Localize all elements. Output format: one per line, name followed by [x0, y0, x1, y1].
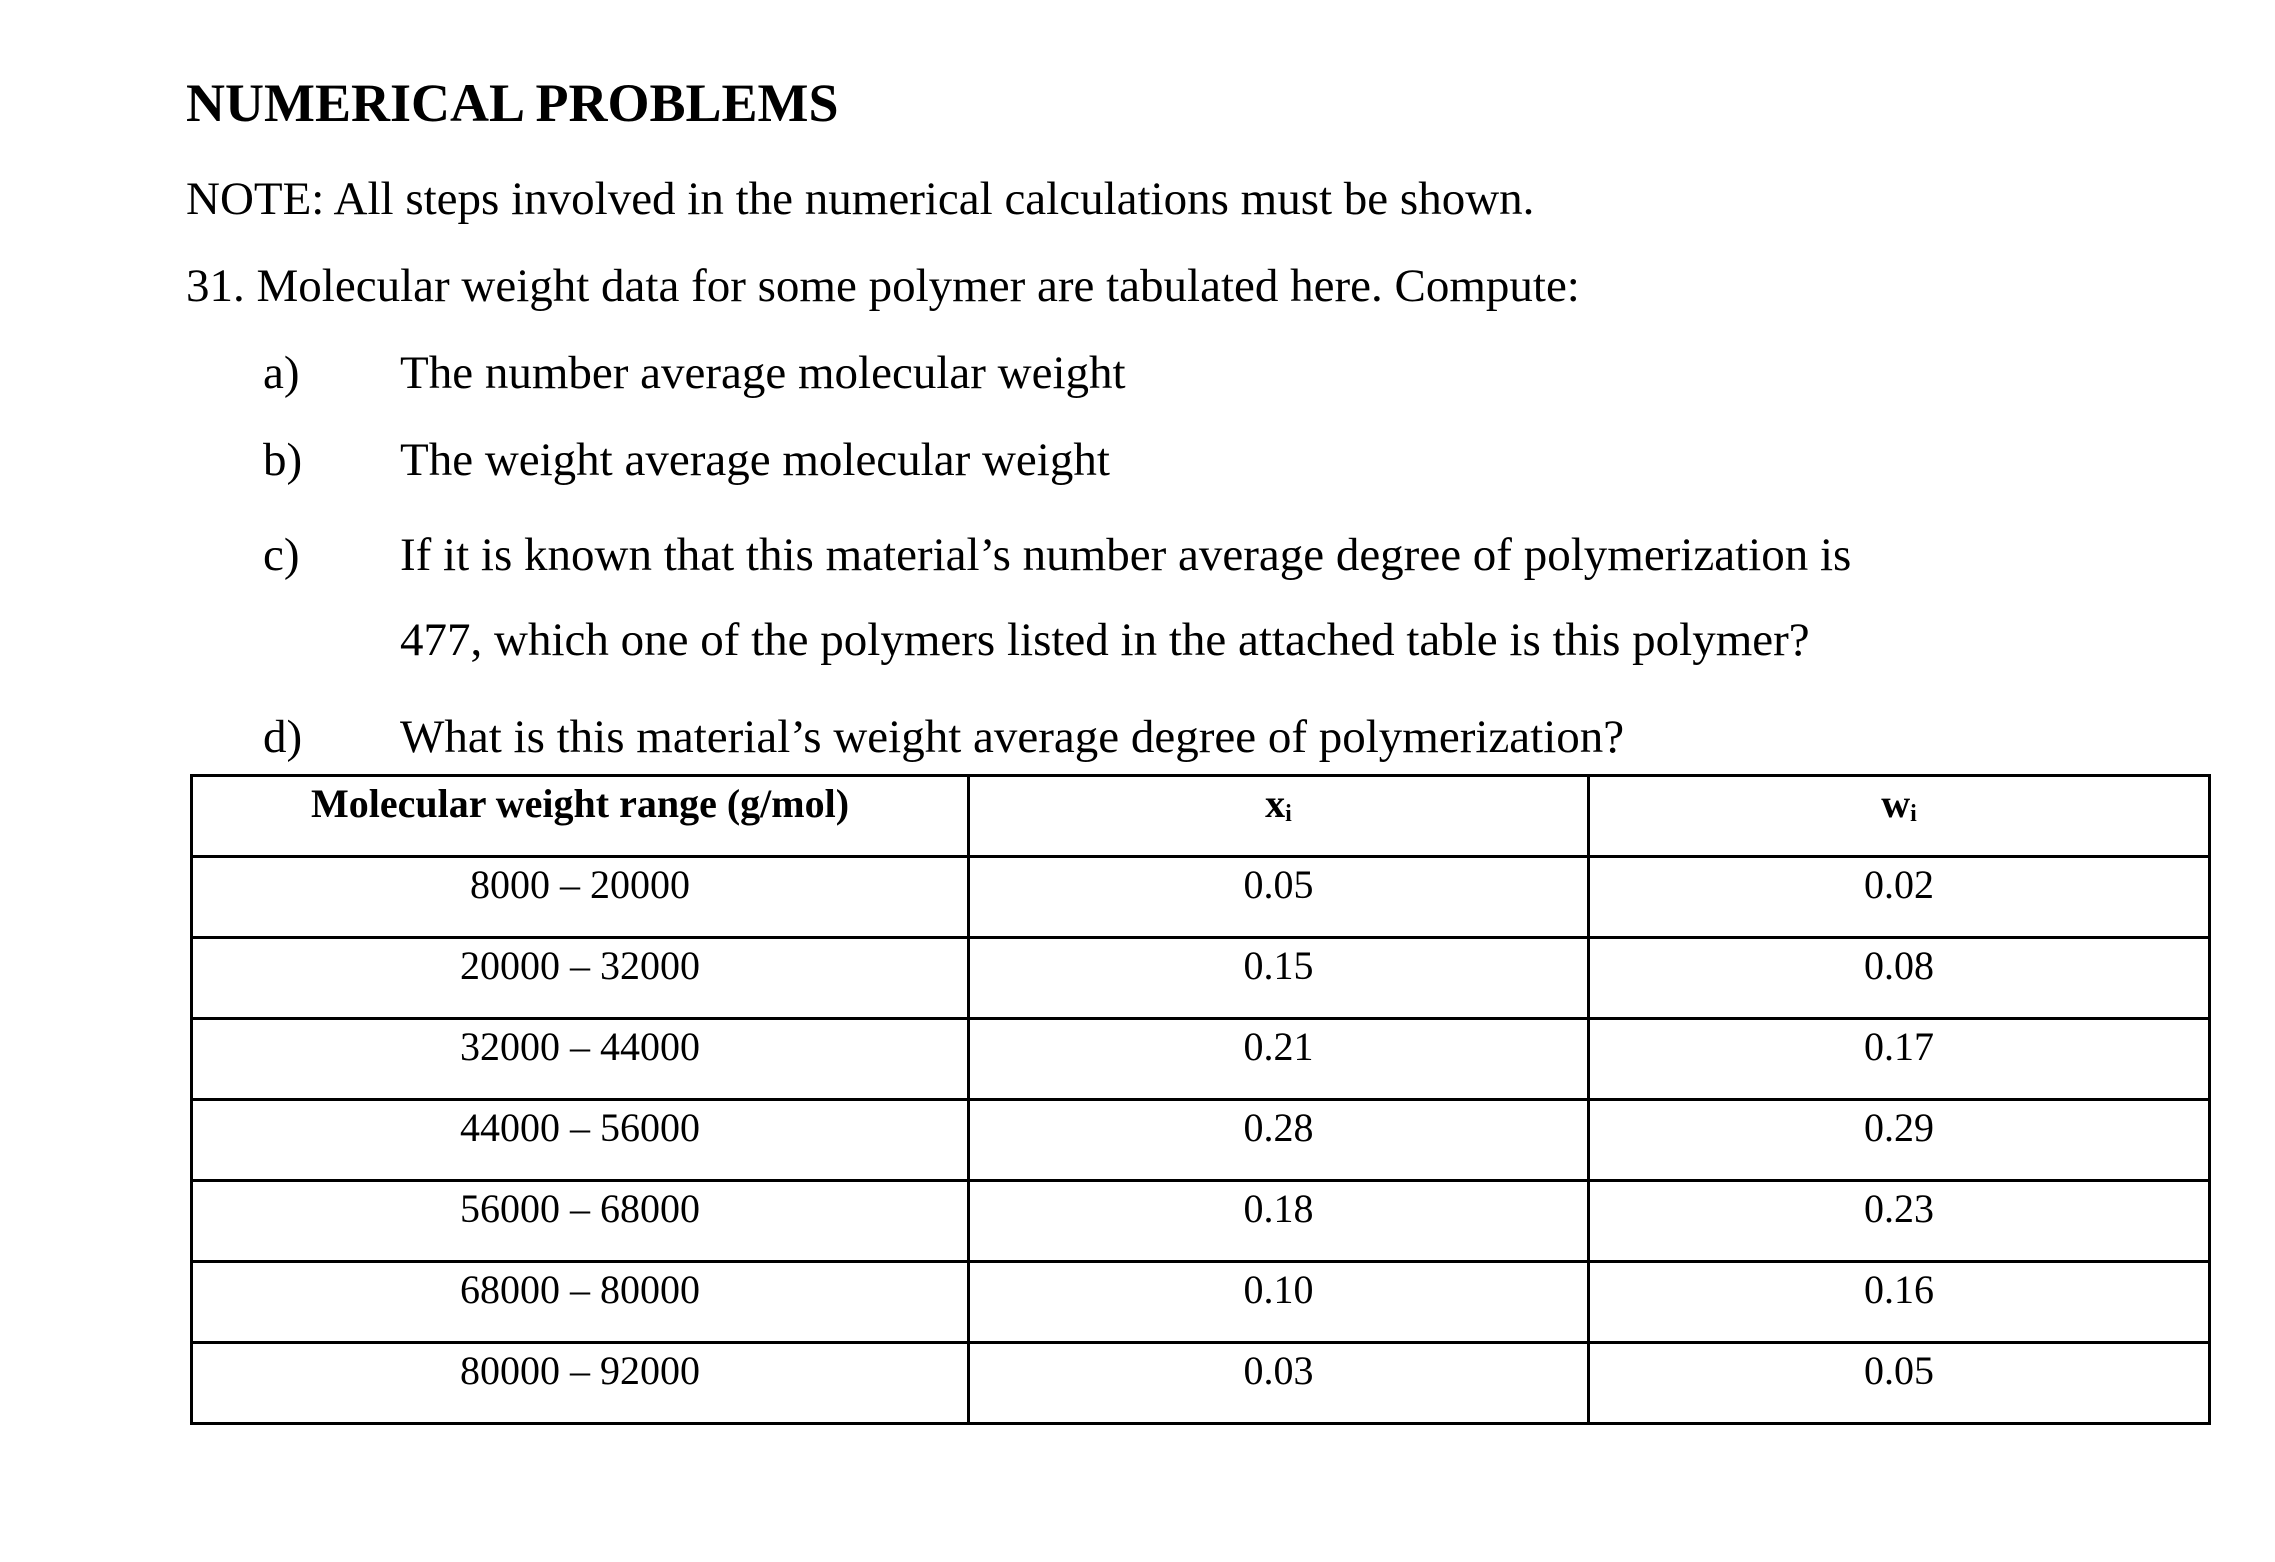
cell-wi: 0.05 — [1589, 1343, 2210, 1424]
cell-range: 20000 – 32000 — [192, 938, 969, 1019]
table-row — [192, 1343, 2210, 1424]
cell-xi: 0.03 — [969, 1343, 1589, 1424]
item-c-text-line2: 477, which one of the polymers listed in the attached table is this polymer? — [400, 614, 1810, 666]
header-label: x — [1265, 781, 1286, 826]
cell-range: 32000 – 44000 — [192, 1019, 969, 1100]
table-row — [192, 938, 2210, 1019]
header-label: Molecular weight range (g/mol) — [310, 781, 850, 826]
header-molecular-weight-range — [192, 776, 969, 857]
table-row — [192, 1262, 2210, 1343]
cell-wi: 0.23 — [1589, 1181, 2210, 1262]
header-label: w — [1881, 781, 1911, 826]
table-row — [192, 857, 2210, 938]
header-subscript: i — [1285, 800, 1292, 827]
cell-range: 44000 – 56000 — [192, 1100, 969, 1181]
cell-xi: 0.28 — [969, 1100, 1589, 1181]
item-c-text-line1: If it is known that this material’s number average degree of polymerization is — [400, 529, 1852, 581]
table-row — [192, 1181, 2210, 1262]
table-row — [192, 1019, 2210, 1100]
cell-xi: 0.10 — [969, 1262, 1589, 1343]
question-text: 31. Molecular weight data for some polymer are tabulated here. Compute: — [186, 260, 1580, 312]
cell-range: 68000 – 80000 — [192, 1262, 969, 1343]
cell-wi: 0.17 — [1589, 1019, 2210, 1100]
item-d-label: d) — [263, 711, 303, 763]
header-xi — [969, 776, 1589, 857]
cell-xi: 0.05 — [969, 857, 1589, 938]
item-d-text: What is this material’s weight average degree of polymerization? — [400, 711, 1625, 763]
cell-range: 56000 – 68000 — [192, 1181, 969, 1262]
item-a-text: The number average molecular weight — [400, 347, 1126, 399]
cell-wi: 0.16 — [1589, 1262, 2210, 1343]
cell-range: 8000 – 20000 — [192, 857, 969, 938]
page-heading: NUMERICAL PROBLEMS — [186, 73, 839, 133]
item-b-label: b) — [263, 434, 303, 486]
table-row — [192, 1100, 2210, 1181]
note-text: NOTE: All steps involved in the numerical calculations must be shown. — [186, 173, 1535, 225]
cell-wi: 0.08 — [1589, 938, 2210, 1019]
cell-xi: 0.15 — [969, 938, 1589, 1019]
table-header-row — [192, 776, 2210, 857]
cell-xi: 0.18 — [969, 1181, 1589, 1262]
item-b-text: The weight average molecular weight — [400, 434, 1110, 486]
molecular-weight-table — [190, 774, 2211, 1425]
item-c-label: c) — [263, 529, 300, 581]
header-wi — [1589, 776, 2210, 857]
item-a-label: a) — [263, 347, 300, 399]
cell-range: 80000 – 92000 — [192, 1343, 969, 1424]
cell-xi: 0.21 — [969, 1019, 1589, 1100]
cell-wi: 0.29 — [1589, 1100, 2210, 1181]
header-subscript: i — [1910, 800, 1917, 827]
cell-wi: 0.02 — [1589, 857, 2210, 938]
